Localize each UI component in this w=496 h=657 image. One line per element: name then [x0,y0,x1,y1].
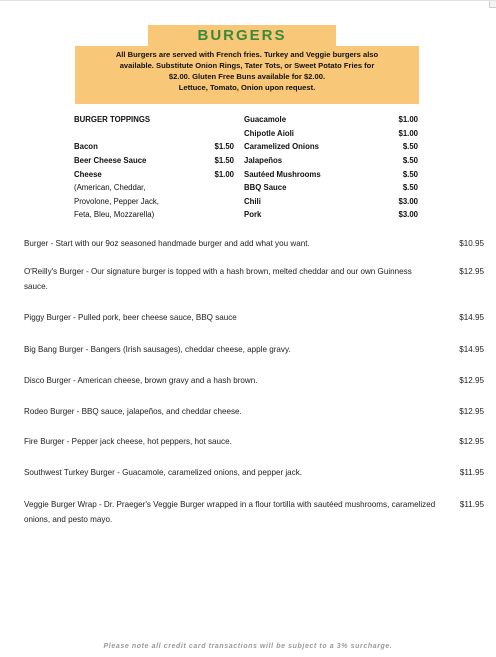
topping-name: Guacamole [244,115,287,124]
topping-price: $1.00 [398,115,418,124]
intro-line: All Burgers are served with French fries. Turkey and Veggie burgers also [115,50,379,59]
topping-price: $.50 [402,142,418,151]
cheese-note: (American, Cheddar, [74,183,146,192]
toppings-section [74,115,419,225]
item-price: $11.95 [459,468,484,477]
topping-price: $3.00 [398,197,418,206]
item-price: $14.95 [459,345,484,354]
topping-name: Chipotle Aioli [244,129,294,138]
topping-name: BBQ Sauce [244,183,287,192]
section-title-banner [148,25,336,46]
topping-name: Bacon [74,142,98,151]
intro-line: Lettuce, Tomato, Onion upon request. [178,83,316,92]
item-description: Rodeo Burger - BBQ sauce, jalapeños, and cheddar cheese. [24,407,242,416]
section-title: BURGERS [197,27,287,44]
item-description: Fire Burger - Pepper jack cheese, hot peppers, hot sauce. [24,437,232,446]
item-price: $12.95 [459,407,484,416]
item-description: O'Reilly's Burger - Our signature burger is topped with a hash brown, melted cheddar and our own Guinness sauce. [24,267,412,291]
item-description: Veggie Burger Wrap - Dr. Praeger's Veggie Burger wrapped in a flour tortilla with sautéed mushrooms, caramelized onions, and pesto mayo. [24,500,436,524]
topping-price: $1.50 [214,156,234,165]
cheese-note: Feta, Bleu, Mozzarella) [74,210,155,219]
topping-price: $1.00 [398,129,418,138]
toppings-heading: BURGER TOPPINGS [74,115,151,124]
intro-line: available. Substitute Onion Rings, Tater Tots, or Sweet Potato Fries for [119,61,375,70]
topping-name: Pork [244,210,262,219]
topping-name: Caramelized Onions [244,142,319,151]
item-description: Southwest Turkey Burger - Guacamole, caramelized onions, and pepper jack. [24,468,303,477]
topping-price: $.50 [402,156,418,165]
topping-price: $.50 [402,170,418,179]
item-description: Big Bang Burger - Bangers (Irish sausages), cheddar cheese, apple gravy. [24,345,291,354]
intro-line: $2.00. Gluten Free Buns available for $2.00. [168,72,326,81]
intro-box [75,46,419,104]
cheese-note: Provolone, Pepper Jack, [74,197,159,206]
item-description: Piggy Burger - Pulled pork, beer cheese sauce, BBQ sauce [24,313,237,322]
topping-price: $.50 [402,183,418,192]
item-description: Burger - Start with our 9oz seasoned handmade burger and add what you want. [24,239,310,248]
topping-name: Beer Cheese Sauce [74,156,147,165]
item-price: $14.95 [459,313,484,322]
item-description: Disco Burger - American cheese, brown gravy and a hash brown. [24,376,258,385]
item-price: $12.95 [459,267,484,276]
topping-name: Jalapeños [244,156,283,165]
topping-name: Chili [244,197,261,206]
topping-price: $1.00 [214,170,234,179]
item-price: $11.95 [459,500,484,509]
item-price: $12.95 [459,437,484,446]
item-price: $12.95 [459,376,484,385]
surcharge-note: Please note all credit card transactions will be subject to a 3% surcharge. [103,643,393,650]
topping-name: Cheese [74,170,102,179]
item-price: $10.95 [459,239,484,248]
topping-price: $3.00 [398,210,418,219]
topping-price: $1.50 [214,142,234,151]
topping-name: Sautéed Mushrooms [244,170,321,179]
page-corner [489,1,496,8]
